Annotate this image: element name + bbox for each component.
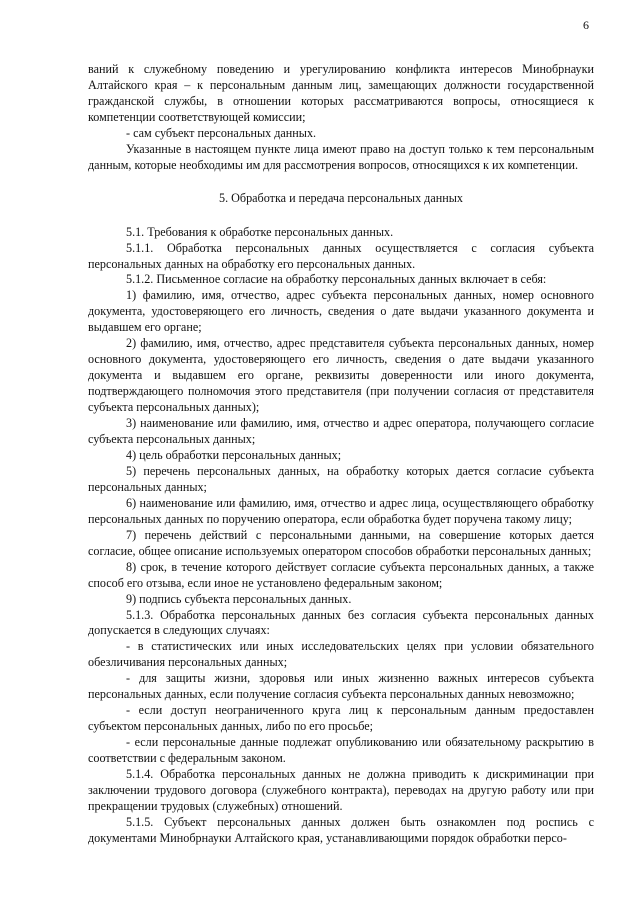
document-body bbox=[88, 62, 594, 847]
intro-paragraph: ваний к служебному поведению и урегулированию конфликта интересов Минобрнауки Алтайского края – к персональным данным лиц, замещающих должности государственной гражданской службы, в отношении которых рассматриваются вопросы, относящиеся к компетенции соответствующей комиссии; bbox=[88, 62, 594, 124]
intro-paragraph: Указанные в настоящем пункте лица имеют право на доступ только к тем персональным данным, которые необходимы им для рассмотрения вопросов, относящихся к их компетенции. bbox=[88, 141, 594, 172]
intro-list-item: - сам субъект персональных данных. bbox=[126, 125, 317, 140]
case-item: - для защиты жизни, здоровья или иных жизненно важных интересов субъекта персональных данных, если получение согласия субъекта персональных данных невозможно; bbox=[88, 671, 594, 702]
paragraph-5-1-2: 5.1.2. Письменное согласие на обработку персональных данных включает в себя: bbox=[126, 272, 547, 287]
list-item-8: 8) срок, в течение которого действует согласие субъекта персональных данных, а также способ его отзыва, если иное не установлено федеральным законом; bbox=[88, 559, 594, 590]
case-item: - если персональные данные подлежат опубликованию или обязательному раскрытию в соответствии с федеральным законом. bbox=[88, 735, 594, 766]
section-heading: 5. Обработка и передача персональных данных bbox=[219, 190, 463, 205]
list-item-1: 1) фамилию, имя, отчество, адрес субъекта персональных данных, номер основного документа, удостоверяющего его личность, сведения о дате выдачи указанного документа и выдавшем его органе; bbox=[88, 288, 594, 335]
list-item-3: 3) наименование или фамилию, имя, отчество и адрес оператора, получающего согласие субъекта персональных данных; bbox=[88, 416, 594, 447]
case-item: - в статистических или иных исследовательских целях при условии обязательного обезличивания персональных данных; bbox=[88, 639, 594, 670]
case-item: - если доступ неограниченного круга лиц к персональным данным предоставлен субъектом персональных данных, либо по его просьбе; bbox=[88, 703, 594, 734]
list-item-6: 6) наименование или фамилию, имя, отчество и адрес лица, осуществляющего обработку персональных данных по поручению оператора, если обработка будет поручена такому лицу; bbox=[88, 495, 594, 526]
list-item-4: 4) цель обработки персональных данных; bbox=[126, 447, 342, 462]
list-item-9: 9) подпись субъекта персональных данных. bbox=[126, 591, 352, 606]
paragraph-5-1-4: 5.1.4. Обработка персональных данных не должна приводить к дискриминации при заключении трудового договора (служебного контракта), переводах на другую работу или при прекращении трудовых (служебных) отношений. bbox=[88, 767, 594, 813]
paragraph-5-1-1: 5.1.1. Обработка персональных данных осуществляется с согласия субъекта персональных данных на обработку его персональных данных. bbox=[88, 240, 594, 271]
list-item-7: 7) перечень действий с персональными данными, на совершение которых дается согласие, общее описание используемых оператором способов обработки персональных данных; bbox=[88, 527, 594, 558]
paragraph-5-1-3: 5.1.3. Обработка персональных данных без согласия субъекта персональных данных допускается в следующих случаях: bbox=[88, 607, 594, 638]
list-item-5: 5) перечень персональных данных, на обработку которых дается согласие субъекта персональных данных; bbox=[88, 463, 594, 494]
list-item-2: 2) фамилию, имя, отчество, адрес представителя субъекта персональных данных, номер основного документа, удостоверяющего его личность, сведения о дате выдачи указанного документа и выдавшем его органе, реквизиты доверенности или иного документа, подтверждающего полномочия этого представителя (при получении согласия от представителя субъекта персональных данных); bbox=[88, 336, 594, 415]
paragraph-5-1-5: 5.1.5. Субъект персональных данных должен быть ознакомлен под роспись с документами Минобрнауки Алтайского края, устанавливающими порядок обработки персо- bbox=[88, 814, 594, 845]
paragraph-5-1: 5.1. Требования к обработке персональных данных. bbox=[126, 224, 394, 239]
page-number: 6 bbox=[583, 18, 589, 32]
